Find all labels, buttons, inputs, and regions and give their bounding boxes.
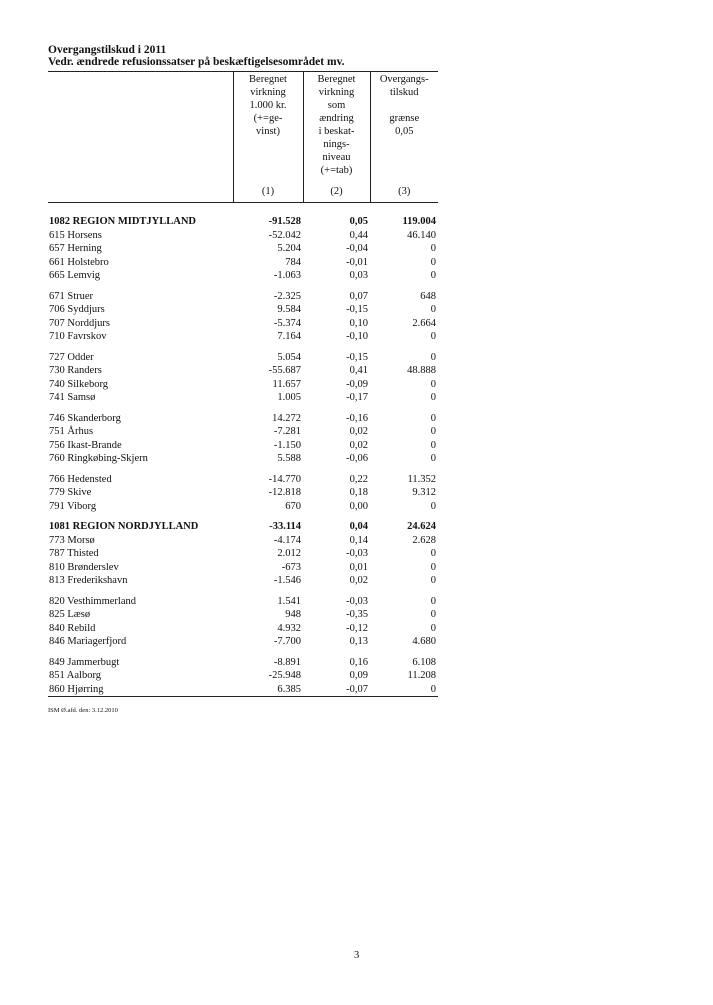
table-row [48,303,438,317]
value-col1: 1.541 [277,595,301,607]
municipality-name: 791 Viborg [49,500,97,512]
value-col1: -1.546 [273,575,301,586]
municipality-name: 657 Herning [49,243,102,254]
document-page [48,44,438,715]
footnote: ISM Ø.afd. den: 3.12.2010 [48,707,118,714]
table-row [48,269,438,283]
value-col2: 0,22 [349,473,368,485]
column-header-line: Beregnet [249,74,287,85]
table-row [48,256,438,270]
table-row [48,378,438,392]
value-col3: 0 [430,500,436,512]
value-col3: 119.004 [402,216,436,227]
value-col1: -1.150 [273,439,301,451]
table-row [48,364,438,378]
header-empty-cell [48,72,233,203]
column-header-line: (+=tab) [320,165,353,176]
value-col1: 6.385 [277,683,301,695]
value-col1: 948 [285,609,301,620]
municipality-name: 707 Norddjurs [49,317,110,329]
municipality-name: 851 Aalborg [49,670,102,681]
value-col3: 648 [420,290,436,302]
value-col1: -8.891 [273,656,301,668]
value-col2: 0,41 [349,365,368,376]
value-col3: 46.140 [407,229,436,241]
value-col3: 2.664 [412,317,436,329]
value-col1: -33.114 [269,521,301,532]
value-col3: 24.624 [407,521,436,532]
table-row [48,561,438,575]
value-col3: 0 [430,439,436,451]
value-col1: 4.932 [277,622,301,634]
page-number: 3 [354,950,360,961]
municipality-name: 1081 REGION NORDJYLLAND [49,521,199,532]
column-header-line: Overgangs- [379,74,429,85]
column-header-2 [303,72,370,203]
table-body [48,203,438,697]
column-number-3: (3) [398,186,411,197]
value-col3: 0 [430,392,436,403]
value-col2: 0,16 [349,656,368,668]
table-row [48,683,438,697]
value-col3: 0 [430,683,436,695]
value-col2: -0,06 [346,453,368,464]
value-col3: 0 [430,561,436,573]
municipality-name: 741 Samsø [49,392,96,403]
table-row [48,547,438,561]
value-col3: 0 [430,256,436,268]
value-col3: 0 [430,426,436,437]
value-col3: 0 [430,304,436,315]
table-row [48,439,438,453]
value-col2: 0,44 [349,229,368,241]
table-row [48,466,438,487]
column-header-line: grænse [389,113,420,124]
value-col1: -2.325 [273,290,301,302]
table-bottom-rule [48,697,438,704]
value-col3: 48.888 [407,365,436,376]
table-row [48,669,438,683]
value-col2: 0,02 [349,575,368,586]
value-col1: 5.588 [277,453,301,464]
value-col2: -0,01 [346,256,368,268]
value-col1: -14.770 [268,473,301,485]
value-col1: 5.054 [277,351,301,363]
column-header-line: som [327,100,346,111]
value-col1: -91.528 [268,216,301,227]
column-header-line: 1.000 kr. [249,100,287,111]
value-col2: 0,13 [349,636,368,647]
value-col1: -25.948 [268,670,301,681]
column-header-line: nings- [323,139,350,150]
table-row [48,344,438,365]
municipality-name: 820 Vesthimmerland [49,595,137,607]
value-col1: -5.374 [273,317,301,329]
municipality-name: 740 Silkeborg [49,378,109,390]
value-col2: 0,05 [349,216,368,227]
value-col3: 0 [430,595,436,607]
municipality-name: 727 Odder [49,351,94,363]
table-row [48,452,438,466]
municipality-name: 661 Holstebro [49,256,109,268]
table-row [48,405,438,426]
value-col1: -55.687 [268,365,301,376]
municipality-name: 766 Hedensted [49,473,112,485]
value-col3: 0 [430,378,436,390]
region-row [48,203,438,229]
value-col1: 11.657 [272,378,301,390]
value-col3: 0 [430,331,436,342]
municipality-name: 746 Skanderborg [49,412,121,424]
value-col2: 0,04 [349,521,368,532]
table-row [48,622,438,636]
value-col1: -7.281 [273,426,301,437]
value-col2: 0,10 [349,317,368,329]
value-col2: 0,02 [349,426,368,437]
value-col1: 1.005 [277,392,301,403]
data-table [48,71,438,703]
value-col1: 784 [285,256,301,268]
municipality-name: 760 Ringkøbing-Skjern [49,453,148,464]
value-col2: -0,15 [346,304,368,315]
table-row [48,391,438,405]
table-row [48,608,438,622]
header-row [48,72,438,203]
column-header-line: virkning [250,87,286,98]
table-row [48,317,438,331]
column-header-line [373,99,437,112]
value-col2: 0,18 [349,487,368,498]
municipality-name: 730 Randers [49,365,102,376]
value-col3: 0 [430,548,436,559]
value-col1: -673 [281,561,301,573]
value-col2: -0,12 [346,622,368,634]
document-subtitle: Vedr. ændrede refusionssatser på beskæftigelsesområdet mv. [48,56,345,68]
table-row [48,229,438,243]
table-row [48,486,438,500]
value-col2: -0,15 [346,351,368,363]
municipality-name: 810 Brønderslev [49,561,119,573]
value-col1: -52.042 [268,229,301,241]
value-col2: -0,35 [346,609,368,620]
column-header-line: 0,05 [395,126,414,137]
value-col2: -0,09 [346,378,368,390]
municipality-name: 813 Frederikshavn [49,575,128,586]
value-col2: -0,10 [346,331,368,342]
table-row [48,588,438,609]
table-row [48,534,438,548]
column-number-2: (2) [330,186,343,197]
value-col1: 5.204 [277,243,301,254]
table-row [48,330,438,344]
value-col2: 0,09 [349,670,368,681]
municipality-name: 787 Thisted [49,548,99,559]
value-col3: 9.312 [412,487,436,498]
table-row [48,500,438,514]
value-col2: -0,04 [346,243,368,254]
column-number-1: (1) [261,186,275,197]
municipality-name: 849 Jammerbugt [49,656,120,668]
value-col1: -12.818 [268,487,301,498]
value-col1: 9.584 [277,304,301,315]
value-col2: -0,17 [346,392,368,403]
value-col3: 11.208 [407,670,436,681]
table-row [48,574,438,588]
municipality-name: 1082 REGION MIDTJYLLAND [49,216,197,227]
value-col1: 7.164 [277,331,301,342]
municipality-name: 665 Lemvig [49,270,101,281]
municipality-name: 706 Syddjurs [49,304,105,315]
municipality-name: 840 Rebild [49,622,96,634]
value-col3: 4.680 [412,636,436,647]
municipality-name: 773 Morsø [49,534,95,546]
table-row [48,425,438,439]
column-header-line: niveau [322,152,351,163]
municipality-name: 671 Struer [49,290,94,302]
municipality-name: 860 Hjørring [49,683,104,695]
value-col2: -0,03 [346,548,368,559]
value-col3: 11.352 [407,473,436,485]
value-col2: 0,07 [349,290,368,302]
value-col1: 2.012 [277,548,301,559]
column-header-line: virkning [318,87,355,98]
value-col1: 14.272 [272,412,301,424]
table-row [48,649,438,670]
municipality-name: 615 Horsens [49,229,102,241]
municipality-name: 756 Ikast-Brande [49,439,122,451]
municipality-name: 779 Skive [49,487,92,498]
column-header-3 [370,72,438,203]
value-col2: 0,03 [349,270,368,281]
value-col2: 0,02 [349,439,368,451]
municipality-name: 751 Århus [49,426,94,437]
value-col2: 0,14 [349,534,368,546]
table-row [48,242,438,256]
column-header-line: i beskat- [318,126,355,137]
value-col3: 0 [430,453,436,464]
value-col3: 0 [430,575,436,586]
value-col1: -4.174 [273,534,301,546]
value-col3: 0 [430,351,436,363]
column-header-line: (+=ge- [253,113,283,124]
table-row [48,635,438,649]
value-col2: -0,16 [346,412,368,424]
document-title: Overgangstilskud i 2011 [48,44,167,56]
value-col1: 670 [285,500,301,512]
value-col3: 0 [430,243,436,254]
column-header-line: tilskud [389,87,419,98]
value-col3: 0 [430,622,436,634]
value-col3: 2.628 [412,534,436,546]
column-header-line: ændring [319,113,354,124]
municipality-name: 710 Favrskov [49,331,107,342]
value-col3: 0 [430,412,436,424]
value-col1: -1.063 [273,270,301,281]
region-row [48,513,438,534]
value-col3: 0 [430,609,436,620]
value-col1: -7.700 [273,636,301,647]
value-col2: 0,01 [349,561,368,573]
column-header-1 [233,72,303,203]
value-col2: -0,03 [346,595,368,607]
municipality-name: 825 Læsø [49,609,91,620]
value-col3: 0 [430,270,436,281]
column-header-line: vinst) [256,126,280,137]
column-header-line: Beregnet [317,74,356,85]
value-col2: -0,07 [346,683,368,695]
value-col2: 0,00 [349,500,368,512]
value-col3: 6.108 [412,656,436,668]
municipality-name: 846 Mariagerfjord [49,636,127,647]
table-row [48,283,438,304]
